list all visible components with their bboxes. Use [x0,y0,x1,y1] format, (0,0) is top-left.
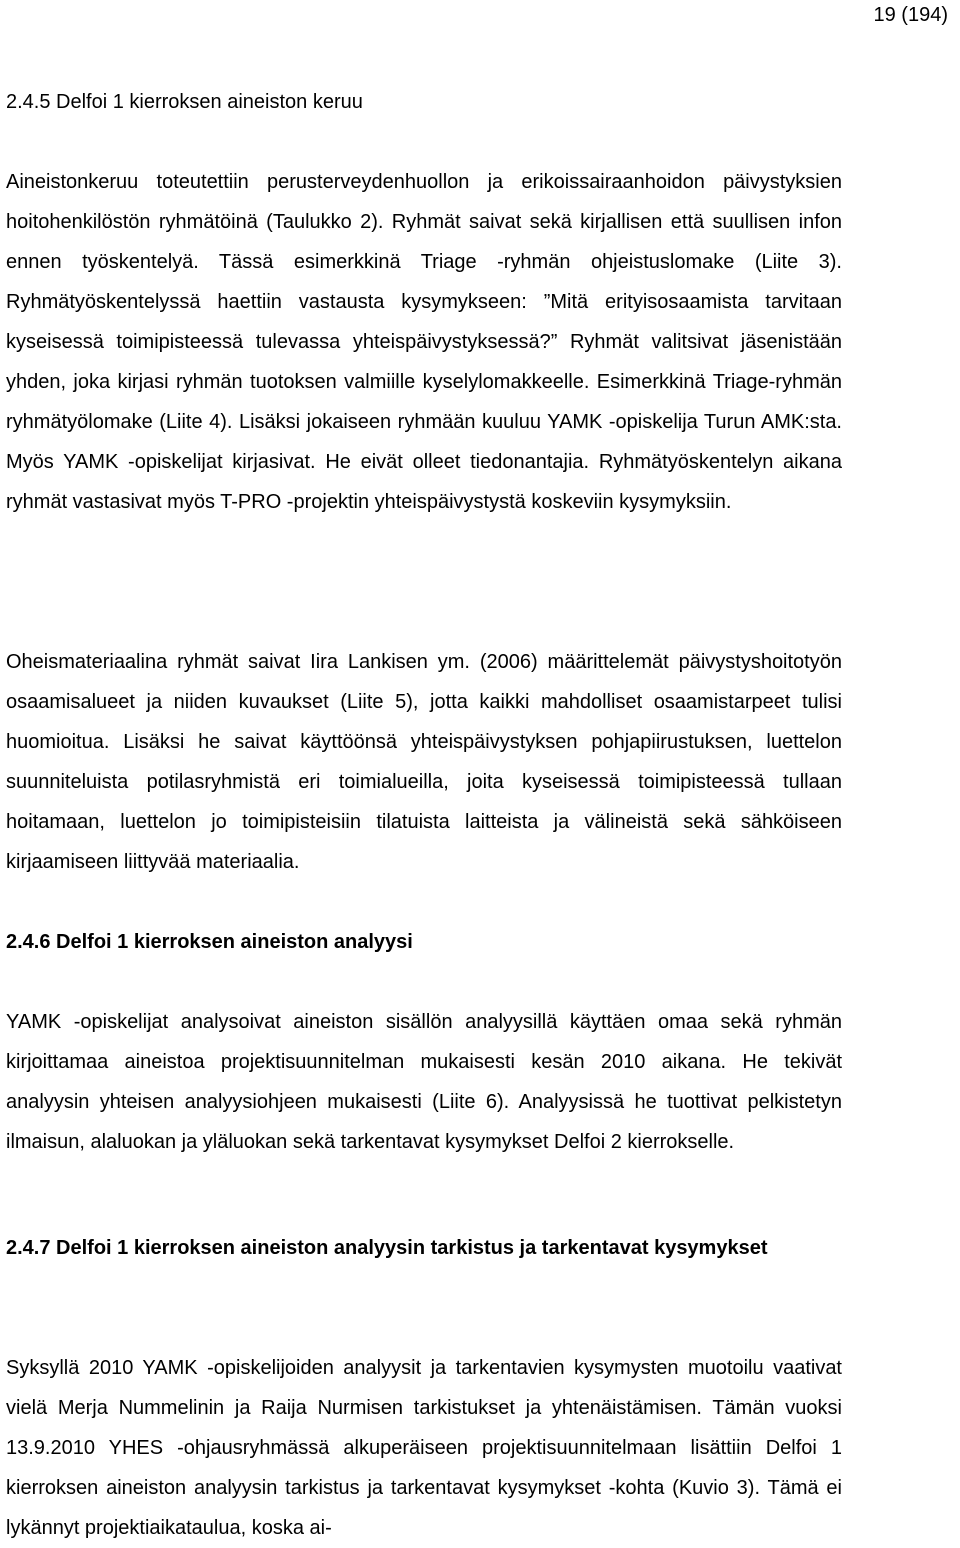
section-heading-2-4-5: 2.4.5 Delfoi 1 kierroksen aineiston keruu [6,91,363,113]
page-number: 19 (194) [873,4,948,26]
paragraph: Aineistonkeruu toteutettiin perusterveydenhuollon ja erikoissairaanhoidon päivystyksien hoitohenkilöstön ryhmätöinä (Taulukko 2). Ryhmät saivat sekä kirjallisen että suullisen infon ennen työskentelyä. Tässä esimerkkinä Triage -ryhmän ohjeistuslomake (Liite 3). Ryhmätyöskentelyssä haettiin vastausta kysymykseen: ”Mitä erityisosaamista tarvitaan kyseisessä toimipisteessä tulevassa yhteispäivystyksessä?” Ryhmät valitsivat jäsenistään yhden, joka kirjasi ryhmän tuotoksen valmiille kyselylomakkeelle. Esimerkkinä Triage-ryhmän ryhmätyölomake (Liite 4). Lisäksi jokaiseen ryhmään kuuluu YAMK -opiskelija Turun AMK:sta. Myös YAMK -opiskelijat kirjasivat. He eivät olleet tiedonantajia. Ryhmätyöskentelyn aikana ryhmät vastasivat myös T-PRO -projektin yhteispäivystystä koskeviin kysymyksiin. [6,171,842,513]
paragraph: YAMK -opiskelijat analysoivat aineiston sisällön analyysillä käyttäen omaa sekä ryhmän kirjoittamaa aineistoa projektisuunnitelman mukaisesti kesän 2010 aikana. He tekivät analyysin yhteisen analyysiohjeen mukaisesti (Liite 6). Analyysissä he tuottivat pelkistetyn ilmaisun, alaluokan ja yläluokan sekä tarkentavat kysymykset Delfoi 2 kierrokselle. [6,1011,842,1153]
section-heading-2-4-7: 2.4.7 Delfoi 1 kierroksen aineiston analyysin tarkistus ja tarkentavat kysymykset [6,1237,768,1259]
paragraph: Oheismateriaalina ryhmät saivat Iira Lankisen ym. (2006) määrittelemät päivystyshoitotyön osaamisalueet ja niiden kuvaukset (Liite 5), jotta kaikki mahdolliset osaamistarpeet tulisi huomioitua. Lisäksi he saivat käyttöönsä yhteispäivystyksen pohjapiirustuksen, luettelon suunniteluista potilasryhmistä eri toimialueilla, joita kyseisessä toimipisteessä tullaan hoitamaan, luettelon jo toimipisteisiin tilatuista laitteista ja välineistä sekä sähköiseen kirjaamiseen liittyvää materiaalia. [6,651,842,873]
paragraph: Syksyllä 2010 YAMK -opiskelijoiden analyysit ja tarkentavien kysymysten muotoilu vaativat vielä Merja Nummelinin ja Raija Nurmisen tarkistukset ja yhtenäistämisen. Tämän vuoksi 13.9.2010 YHES -ohjausryhmässä alkuperäiseen projektisuunnitelmaan lisättiin Delfoi 1 kierroksen aineiston analyysin tarkistus ja tarkentavat kysymykset -kohta (Kuvio 3). Tämä ei lykännyt projektiaikataulua, koska ai- [6,1357,842,1539]
section-heading-2-4-6: 2.4.6 Delfoi 1 kierroksen aineiston analyysi [6,931,413,953]
